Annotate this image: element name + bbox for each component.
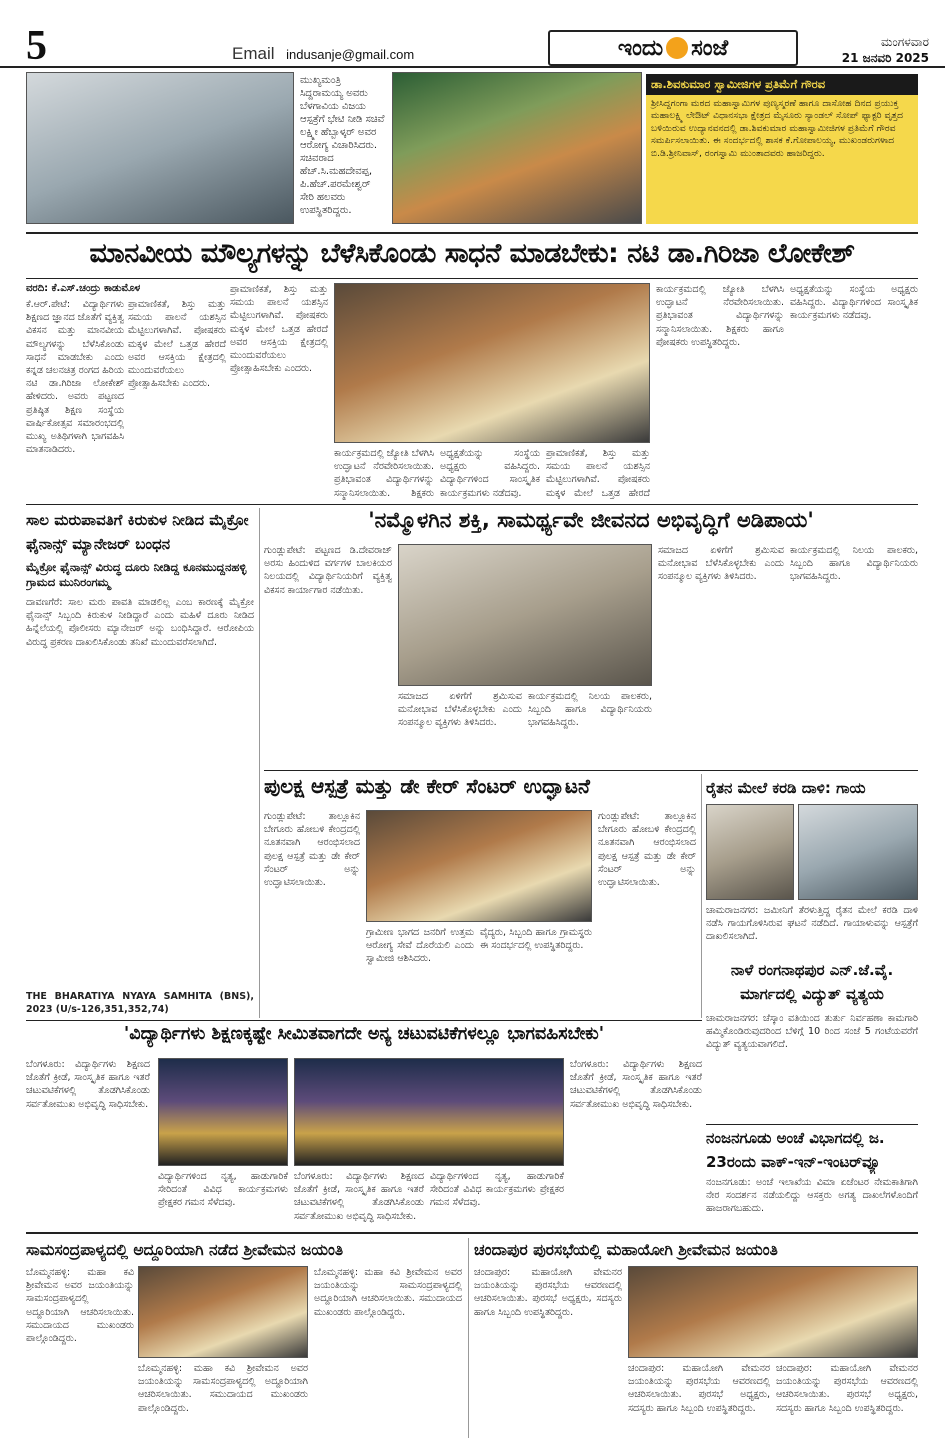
vemana-samasandra-body-3: ಬೊಮ್ಮನಹಳ್ಳಿ: ಮಹಾ ಕವಿ ಶ್ರೀವೇಮನ ಅವರ ಜಯಂತಿಯನ್ನು ಸಾಮಸಂದ್ರಪಾಳ್ಯದಲ್ಲಿ ಅದ್ದೂರಿಯಾಗಿ ಆಚರಿಸಲಾಯಿತು. ಸಮುದಾಯದ ಮುಖಂಡರು ಪಾಲ್ಗೊಂಡಿದ್ದರು.	[314, 1267, 462, 1318]
email-address[interactable]: indusanje@gmail.com	[286, 47, 415, 62]
strength-col-2: ಸಮಾಜದ ಏಳಿಗೆಗೆ ಶ್ರಮಿಸುವ ಮನೋಭಾವ ಬೆಳೆಸಿಕೊಳ್ಳಬೇಕು ಎಂದು ಸಂಪನ್ಮೂಲ ವ್ಯಕ್ತಿಗಳು ತಿಳಿಸಿದರು.	[398, 691, 522, 729]
logo-sun-icon	[666, 37, 688, 59]
strength-col-1: ಗುಂಡ್ಲುಪೇಟೆ: ಪಟ್ಟಣದ ಡಿ.ದೇವರಾಜ್ ಅರಸು ಹಿಂದುಳಿದ ವರ್ಗಗಳ ಬಾಲಕಿಯರ ನಿಲಯದಲ್ಲಿ ವಿದ್ಯಾರ್ಥಿನಿಯರಿಗೆ ವ್ಯಕ್ತಿತ್ವ ವಿಕಸನ ಕಾರ್ಯಾಗಾರ ನಡೆಯಿತು.	[264, 545, 392, 596]
vemana-chandapura-headline: ಚಂದಾಪುರ ಪುರಸಭೆಯಲ್ಲಿ ಮಹಾಯೋಗಿ ಶ್ರೀವೇಮನ ಜಯಂತಿ	[474, 1241, 778, 1259]
students-headline: 'ವಿದ್ಯಾರ್ಥಿಗಳು ಶಿಕ್ಷಣಕ್ಕಷ್ಟೇ ಸೀಮಿತವಾಗದೇ ಅನ್ಯ ಚಟುವಟಿಕೆಗಳಲ್ಲೂ ಭಾಗವಹಿಸಬೇಕು'	[123, 1024, 605, 1044]
microfinance-law: THE BHARATIYA NYAYA SAMHITA (BNS), 2023 (U/s-126,351,352,74)	[26, 991, 254, 1014]
main-col-1b: ಪ್ರಾಮಾಣಿಕತೆ, ಶಿಸ್ತು ಮತ್ತು ಸಮಯ ಪಾಲನೆ ಯಶಸ್ಸಿನ ಮೆಟ್ಟಿಲುಗಳಾಗಿವೆ. ಪೋಷಕರು ಮಕ್ಕಳ ಮೇಲೆ ಒತ್ತಡ ಹೇರದೆ ಅವರ ಆಸಕ್ತಿಯ ಕ್ಷೇತ್ರದಲ್ಲಿ ಮುಂದುವರೆಯಲು ಪ್ರೋತ್ಸಾಹಿಸಬೇಕು ಎಂದರು.	[128, 299, 226, 390]
statue-tribute-box	[646, 74, 918, 224]
main-col-5: ಅಧ್ಯಕ್ಷತೆಯನ್ನು ಸಂಸ್ಥೆಯ ಅಧ್ಯಕ್ಷರು ವಹಿಸಿದ್ದರು. ವಿದ್ಯಾರ್ಥಿಗಳಿಂದ ಸಾಂಸ್ಕೃತಿಕ ಕಾರ್ಯಕ್ರಮಗಳು ನಡೆದವು.	[790, 284, 918, 322]
vemana-chandapura-body: ಚಂದಾಪುರ: ಮಹಾಯೋಗಿ ವೇಮನರ ಜಯಂತಿಯನ್ನು ಪುರಸಭೆಯ ಆವರಣದಲ್ಲಿ ಆಚರಿಸಲಾಯಿತು. ಪುರಸಭೆ ಅಧ್ಯಕ್ಷರು, ಸದಸ್ಯರು ಹಾಗೂ ಸಿಬ್ಬಂದಿ ಉಪಸ್ಥಿತರಿದ್ದರು.	[474, 1267, 622, 1318]
strength-headline: 'ನಮ್ಮೊಳಗಿನ ಶಕ್ತಿ, ಸಾಮರ್ಥ್ಯವೇ ಜೀವನದ ಅಭಿವೃದ್ಧಿಗೆ ಅಡಿಪಾಯ'	[368, 508, 814, 532]
main-col-3b: ಅಧ್ಯಕ್ಷತೆಯನ್ನು ಸಂಸ್ಥೆಯ ಅಧ್ಯಕ್ಷರು ವಹಿಸಿದ್ದರು. ವಿದ್ಯಾರ್ಥಿಗಳಿಂದ ಸಾಂಸ್ಕೃತಿಕ ಕಾರ್ಯಕ್ರಮಗಳು ನಡೆದವು.	[440, 448, 540, 499]
vemana-samasandra-headline: ಸಾಮಸಂದ್ರಪಾಳ್ಯದಲ್ಲಿ ಅದ್ದೂರಿಯಾಗಿ ನಡೆದ ಶ್ರೀವೇಮನ ಜಯಂತಿ	[26, 1241, 344, 1259]
hospital-inauguration-photo	[366, 810, 592, 922]
strength-col-4: ಸಮಾಜದ ಏಳಿಗೆಗೆ ಶ್ರಮಿಸುವ ಮನೋಭಾವ ಬೆಳೆಸಿಕೊಳ್ಳಬೇಕು ಎಂದು ಸಂಪನ್ಮೂಲ ವ್ಯಕ್ತಿಗಳು ತಿಳಿಸಿದರು.	[658, 545, 784, 583]
bear-attack-headline: ರೈತನ ಮೇಲೆ ಕರಡಿ ದಾಳಿ: ಗಾಯ	[706, 779, 866, 797]
column-divider	[468, 1238, 469, 1438]
statue-tribute-caption: ಶ್ರೀಸಿದ್ದಗಂಗಾ ಮಠದ ಮಹಾಸ್ವಾಮಿಗಳ ಪುಣ್ಯಸ್ಮರಣೆ ಹಾಗೂ ದಾಸೋಹ ದಿನದ ಪ್ರಯುಕ್ತ ಮಹಾಲಕ್ಷ್ಮಿ ಲೇಔಟ್ ವಿಧಾನಸಭಾ ಕ್ಷೇತ್ರದ ಮೈಸೂರು ಸ್ಯಾಂಡಲ್ ಸೋಪ್ ಫ್ಯಾಕ್ಟರಿ ವೃತ್ತದ ಬಳಿಯಿರುವ ಉದ್ಯಾನವನದಲ್ಲಿ ಡಾ.ಶಿವಕುಮಾರ ಮಹಾಸ್ವಾಮೀಜಿಗಳ ಪ್ರತಿಮೆಗೆ ಗೌರವ ಸಮರ್ಪಿಸಲಾಯಿತು. ಈ ಸಂದರ್ಭದಲ್ಲಿ ಶಾಸಕ ಕೆ.ಗೋಪಾಲಯ್ಯ, ಮುಖಂಡರುಗಳಾದ ಬಿ.ಡಿ.ಶ್ರೀನಿವಾಸ್, ರಂಗಸ್ವಾಮಿ ಮುಂತಾದವರು ಹಾಜರಿದ್ದರು.	[651, 98, 904, 159]
statue-tribute-title: ಡಾ.ಶಿವಕುಮಾರ ಸ್ವಾಮೀಜಿಗಳ ಪ್ರತಿಮೆಗೆ ಗೌರವ	[646, 74, 918, 95]
masthead	[0, 0, 945, 68]
cm-hospital-photo	[26, 72, 294, 224]
power-cut-body: ಚಾಮರಾಜನಗರ: ಚೆಸ್ಕಾಂ ವತಿಯಿಂದ ತುರ್ತು ನಿರ್ವಹಣಾ ಕಾಮಗಾರಿ ಹಮ್ಮಿಕೊಂಡಿರುವುದರಿಂದ ಬೆಳಿಗ್ಗೆ 10 ರಿಂದ ಸಂಜೆ 5 ಗಂಟೆಯವರೆಗೆ ವಿದ್ಯುತ್ ವ್ಯತ್ಯಯವಾಗಲಿದೆ.	[706, 1013, 918, 1051]
date: 21 ಜನವರಿ 2025	[841, 51, 929, 65]
bear-attack-photo-2	[798, 804, 918, 900]
cm-visit-caption: ಮುಖ್ಯಮಂತ್ರಿ ಸಿದ್ದರಾಮಯ್ಯ ಅವರು ಬೆಳಗಾವಿಯ ವಿಜಯ ಆಸ್ಪತ್ರೆಗೆ ಭೇಟಿ ನೀಡಿ ಸಚಿವೆ ಲಕ್ಷ್ಮೀ ಹೆಬ್ಬಾಳ್ಕರ್ ಅವರ ಆರೋಗ್ಯ ವಿಚಾರಿಸಿದರು. ಸಚಿವರಾದ ಹೆಚ್.ಸಿ.ಮಹದೇವಪ್ಪ, ಪಿ.ಹೆಚ್.ಪರಮೇಶ್ವರ್ ಸೇರಿ ಹಲವರು ಉಪಸ್ಥಿತರಿದ್ದರು.	[300, 75, 385, 216]
column-divider	[701, 774, 702, 1018]
walk-in-headline: ನಂಜನಗೂಡು ಅಂಚೆ ವಿಭಾಗದಲ್ಲಿ ಜ. 23ರಂದು ವಾಕ್-ಇನ್-ಇಂಟರ್‌ವ್ಯೂ	[706, 1129, 885, 1171]
weekday: ಮಂಗಳವಾರ	[880, 35, 929, 49]
microfinance-body: ದಾವಣಗೆರೆ: ಸಾಲ ಮರು ಪಾವತಿ ಮಾಡಲಿಲ್ಲ ಎಂಬ ಕಾರಣಕ್ಕೆ ಮೈಕ್ರೋ ಫೈನಾನ್ಸ್ ಸಿಬ್ಬಂದಿ ಕಿರುಕುಳ ನೀಡಿದ್ದಾರೆ ಎಂದು ಮಹಿಳೆ ದೂರು ನೀಡಿದ ಹಿನ್ನೆಲೆಯಲ್ಲಿ ಪೊಲೀಸರು ಮ್ಯಾನೇಜರ್ ಅನ್ನು ಬಂಧಿಸಿದ್ದಾರೆ. ಆರೋಪಿಯ ವಿರುದ್ಧ ಪ್ರಕರಣ ದಾಖಲಿಸಿಕೊಂಡು ತನಿಖೆ ಮುಂದುವರೆಸಲಾಗಿದೆ.	[26, 597, 254, 648]
hospital-col-1: ಗುಂಡ್ಲುಪೇಟೆ: ತಾಲ್ಲೂಕಿನ ಬೇಗೂರು ಹೋಬಳಿ ಕೇಂದ್ರದಲ್ಲಿ ನೂತನವಾಗಿ ಆರಂಭಿಸಲಾದ ಪುಲಕ್ಷ ಆಸ್ಪತ್ರೆ ಮತ್ತು ಡೇ ಕೇರ್ ಸೆಂಟರ್ ಅನ್ನು ಉದ್ಘಾಟಿಸಲಾಯಿತು.	[264, 811, 360, 889]
strength-col-3: ಕಾರ್ಯಕ್ರಮದಲ್ಲಿ ನಿಲಯ ಪಾಲಕರು, ಸಿಬ್ಬಂದಿ ಹಾಗೂ ವಿದ್ಯಾರ್ಥಿನಿಯರು ಭಾಗವಹಿಸಿದ್ದರು.	[528, 691, 652, 729]
dateline	[814, 34, 929, 66]
power-cut-headline: ನಾಳೆ ರಂಗನಾಥಪುರ ಎನ್.ಜೆ.ವೈ. ಮಾರ್ಗದಲ್ಲಿ ವಿದ್ಯುತ್ ವ್ಯತ್ಯಯ	[730, 961, 894, 1003]
email-line	[232, 44, 414, 64]
hospital-col-3: ವೈದ್ಯರು, ಸಿಬ್ಬಂದಿ ಹಾಗೂ ಗ್ರಾಮಸ್ಥರು ಈ ಸಂದರ್ಭದಲ್ಲಿ ಉಪಸ್ಥಿತರಿದ್ದರು.	[480, 927, 592, 952]
divider	[26, 1020, 702, 1021]
main-col-3c: ಪ್ರಾಮಾಣಿಕತೆ, ಶಿಸ್ತು ಮತ್ತು ಸಮಯ ಪಾಲನೆ ಯಶಸ್ಸಿನ ಮೆಟ್ಟಿಲುಗಳಾಗಿವೆ. ಪೋಷಕರು ಮಕ್ಕಳ ಮೇಲೆ ಒತ್ತಡ ಹೇರದೆ	[546, 448, 650, 499]
divider	[264, 770, 918, 771]
students-col-2: ವಿದ್ಯಾರ್ಥಿಗಳಿಂದ ನೃತ್ಯ, ಹಾಡುಗಾರಿಕೆ ಸೇರಿದಂತೆ ವಿವಿಧ ಕಾರ್ಯಕ್ರಮಗಳು ಪ್ರೇಕ್ಷಕರ ಗಮನ ಸೆಳೆದವು.	[158, 1171, 288, 1209]
students-col-3: ಬೆಂಗಳೂರು: ವಿದ್ಯಾರ್ಥಿಗಳು ಶಿಕ್ಷಣದ ಜೊತೆಗೆ ಕ್ರೀಡೆ, ಸಾಂಸ್ಕೃತಿಕ ಹಾಗೂ ಇತರೆ ಚಟುವಟಿಕೆಗಳಲ್ಲಿ ತೊಡಗಿಸಿಕೊಂಡು ಸರ್ವತೋಮುಖ ಅಭಿವೃದ್ಧಿ ಸಾಧಿಸಬೇಕು.	[294, 1171, 424, 1222]
divider	[26, 278, 918, 279]
students-col-5: ಬೆಂಗಳೂರು: ವಿದ್ಯಾರ್ಥಿಗಳು ಶಿಕ್ಷಣದ ಜೊತೆಗೆ ಕ್ರೀಡೆ, ಸಾಂಸ್ಕೃತಿಕ ಹಾಗೂ ಇತರೆ ಚಟುವಟಿಕೆಗಳಲ್ಲಿ ತೊಡಗಿಸಿಕೊಂಡು ಸರ್ವತೋಮುಖ ಅಭಿವೃದ್ಧಿ ಸಾಧಿಸಬೇಕು.	[570, 1059, 702, 1110]
hospital-col-2: ಗ್ರಾಮೀಣ ಭಾಗದ ಜನರಿಗೆ ಉತ್ತಮ ಆರೋಗ್ಯ ಸೇವೆ ದೊರೆಯಲಿ ಎಂದು ಸ್ವಾಮೀಜಿ ಆಶಿಸಿದರು.	[366, 927, 474, 965]
hospital-col-4: ಗುಂಡ್ಲುಪೇಟೆ: ತಾಲ್ಲೂಕಿನ ಬೇಗೂರು ಹೋಬಳಿ ಕೇಂದ್ರದಲ್ಲಿ ನೂತನವಾಗಿ ಆರಂಭಿಸಲಾದ ಪುಲಕ್ಷ ಆಸ್ಪತ್ರೆ ಮತ್ತು ಡೇ ಕೇರ್ ಸೆಂಟರ್ ಅನ್ನು ಉದ್ಘಾಟಿಸಲಾಯಿತು.	[598, 811, 696, 889]
students-col-1: ಬೆಂಗಳೂರು: ವಿದ್ಯಾರ್ಥಿಗಳು ಶಿಕ್ಷಣದ ಜೊತೆಗೆ ಕ್ರೀಡೆ, ಸಾಂಸ್ಕೃತಿಕ ಹಾಗೂ ಇತರೆ ಚಟುವಟಿಕೆಗಳಲ್ಲಿ ತೊಡಗಿಸಿಕೊಂಡು ಸರ್ವತೋಮುಖ ಅಭಿವೃದ್ಧಿ ಸಾಧಿಸಬೇಕು.	[26, 1059, 150, 1110]
vemana-samasandra-photo	[138, 1266, 308, 1358]
vemana-samasandra-body: ಬೊಮ್ಮನಹಳ್ಳಿ: ಮಹಾ ಕವಿ ಶ್ರೀವೇಮನ ಅವರ ಜಯಂತಿಯನ್ನು ಸಾಮಸಂದ್ರಪಾಳ್ಯದಲ್ಲಿ ಅದ್ದೂರಿಯಾಗಿ ಆಚರಿಸಲಾಯಿತು. ಸಮುದಾಯದ ಮುಖಂಡರು ಪಾಲ್ಗೊಂಡಿದ್ದರು.	[26, 1267, 134, 1345]
divider	[26, 232, 918, 234]
page-number: 5	[26, 23, 47, 69]
bear-attack-body: ಚಾಮರಾಜನಗರ: ಜಮೀನಿಗೆ ತೆರಳುತ್ತಿದ್ದ ರೈತನ ಮೇಲೆ ಕರಡಿ ದಾಳಿ ನಡೆಸಿ ಗಾಯಗೊಳಿಸಿರುವ ಘಟನೆ ನಡೆದಿದೆ. ಗಾಯಾಳುವನ್ನು ಆಸ್ಪತ್ರೆಗೆ ದಾಖಲಿಸಲಾಗಿದೆ.	[706, 905, 918, 943]
vemana-chandapura-body-3: ಚಂದಾಪುರ: ಮಹಾಯೋಗಿ ವೇಮನರ ಜಯಂತಿಯನ್ನು ಪುರಸಭೆಯ ಆವರಣದಲ್ಲಿ ಆಚರಿಸಲಾಯಿತು. ಪುರಸಭೆ ಅಧ್ಯಕ್ಷರು, ಸದಸ್ಯರು ಹಾಗೂ ಸಿಬ್ಬಂದಿ ಉಪಸ್ಥಿತರಿದ್ದರು.	[776, 1363, 918, 1414]
microfinance-headline: ಸಾಲ ಮರುಪಾವತಿಗೆ ಕಿರುಕುಳ ನೀಡಿದ ಮೈಕ್ರೋ ಫೈನಾನ್ಸ್ ಮ್ಯಾನೇಜರ್ ಬಂಧನ	[26, 511, 249, 553]
divider	[26, 504, 918, 505]
vemana-chandapura-photo	[628, 1266, 918, 1358]
logo-left-text: ಇಂದು	[617, 35, 664, 61]
main-col-2: ಪ್ರಾಮಾಣಿಕತೆ, ಶಿಸ್ತು ಮತ್ತು ಸಮಯ ಪಾಲನೆ ಯಶಸ್ಸಿನ ಮೆಟ್ಟಿಲುಗಳಾಗಿವೆ. ಪೋಷಕರು ಮಕ್ಕಳ ಮೇಲೆ ಒತ್ತಡ ಹೇರದೆ ಅವರ ಆಸಕ್ತಿಯ ಕ್ಷೇತ್ರದಲ್ಲಿ ಮುಂದುವರೆಯಲು ಪ್ರೋತ್ಸಾಹಿಸಬೇಕು ಎಂದರು.	[230, 284, 328, 375]
vemana-samasandra-body-2: ಬೊಮ್ಮನಹಳ್ಳಿ: ಮಹಾ ಕವಿ ಶ್ರೀವೇಮನ ಅವರ ಜಯಂತಿಯನ್ನು ಸಾಮಸಂದ್ರಪಾಳ್ಯದಲ್ಲಿ ಅದ್ದೂರಿಯಾಗಿ ಆಚರಿಸಲಾಯಿತು. ಸಮುದಾಯದ ಮುಖಂಡರು ಪಾಲ್ಗೊಂಡಿದ್ದರು.	[138, 1363, 308, 1414]
column-divider	[259, 508, 260, 1018]
vemana-chandapura-body-2: ಚಂದಾಪುರ: ಮಹಾಯೋಗಿ ವೇಮನರ ಜಯಂತಿಯನ್ನು ಪುರಸಭೆಯ ಆವರಣದಲ್ಲಿ ಆಚರಿಸಲಾಯಿತು. ಪುರಸಭೆ ಅಧ್ಯಕ್ಷರು, ಸದಸ್ಯರು ಹಾಗೂ ಸಿಬ್ಬಂದಿ ಉಪಸ್ಥಿತರಿದ್ದರು.	[628, 1363, 770, 1414]
divider	[706, 1124, 918, 1125]
students-col-4: ವಿದ್ಯಾರ್ಥಿಗಳಿಂದ ನೃತ್ಯ, ಹಾಡುಗಾರಿಕೆ ಸೇರಿದಂತೆ ವಿವಿಧ ಕಾರ್ಯಕ್ರಮಗಳು ಪ್ರೇಕ್ಷಕರ ಗಮನ ಸೆಳೆದವು.	[430, 1171, 564, 1209]
main-col-4: ಕಾರ್ಯಕ್ರಮದಲ್ಲಿ ಜ್ಯೋತಿ ಬೆಳಗಿಸಿ ಉದ್ಘಾಟನೆ ನೆರವೇರಿಸಲಾಯಿತು. ಪ್ರತಿಭಾವಂತ ವಿದ್ಯಾರ್ಥಿಗಳನ್ನು ಸನ್ಮಾನಿಸಲಾಯಿತು. ಶಿಕ್ಷಕರು ಹಾಗೂ ಪೋಷಕರು ಉಪಸ್ಥಿತರಿದ್ದರು.	[656, 284, 784, 348]
students-stage-photo	[294, 1058, 564, 1166]
main-byline: ವರದಿ: ಕೆ.ಎಸ್.ಚಂದ್ರು ಕಾಡುಮೊಳ	[26, 283, 141, 294]
book-release-photo	[334, 283, 650, 443]
email-label: Email	[232, 44, 275, 63]
bear-attack-photo-1	[706, 804, 794, 900]
main-headline: ಮಾನವೀಯ ಮೌಲ್ಯಗಳನ್ನು ಬೆಳೆಸಿಕೊಂಡು ಸಾಧನೆ ಮಾಡಬೇಕು: ನಟಿ ಡಾ.ಗಿರಿಜಾ ಲೋಕೇಶ್	[89, 238, 855, 269]
logo-right-text: ಸಂಜೆ	[691, 35, 729, 61]
divider	[26, 1232, 918, 1234]
strength-col-5: ಕಾರ್ಯಕ್ರಮದಲ್ಲಿ ನಿಲಯ ಪಾಲಕರು, ಸಿಬ್ಬಂದಿ ಹಾಗೂ ವಿದ್ಯಾರ್ಥಿನಿಯರು ಭಾಗವಹಿಸಿದ್ದರು.	[790, 545, 918, 583]
main-col-1: ಕೆ.ಆರ್.ಪೇಟೆ: ವಿದ್ಯಾರ್ಥಿಗಳು ಶಿಕ್ಷಣದ ಜ್ಞಾನದ ಜೊತೆಗೆ ವ್ಯಕ್ತಿತ್ವ ವಿಕಸನ ಮತ್ತು ಮಾನವೀಯ ಮೌಲ್ಯಗಳನ್ನು ಬೆಳೆಸಿಕೊಂಡು ಸಾಧನೆ ಮಾಡಬೇಕು ಎಂದು ಕನ್ನಡ ಚಲನಚಿತ್ರ ರಂಗದ ಹಿರಿಯ ನಟಿ ಡಾ.ಗಿರಿಜಾ ಲೋಕೇಶ್ ಹೇಳಿದರು. ಅವರು ಪಟ್ಟಣದ ಪ್ರತಿಷ್ಠಿತ ಶಿಕ್ಷಣ ಸಂಸ್ಥೆಯ ವಾರ್ಷಿಕೋತ್ಸವ ಸಮಾರಂಭದಲ್ಲಿ ಮುಖ್ಯ ಅತಿಥಿಗಳಾಗಿ ಭಾಗವಹಿಸಿ ಮಾತನಾಡಿದರು.	[26, 299, 124, 456]
microfinance-subhead: ಮೈಕ್ರೋ ಫೈನಾನ್ಸ್ ವಿರುದ್ಧ ದೂರು ನೀಡಿದ್ದ ಕೂನಮುದ್ದನಹಳ್ಳಿ ಗ್ರಾಮದ ಮುನಿರಂಗಮ್ಮ	[26, 560, 247, 589]
newspaper-logo	[548, 30, 798, 66]
main-col-3a: ಕಾರ್ಯಕ್ರಮದಲ್ಲಿ ಜ್ಯೋತಿ ಬೆಳಗಿಸಿ ಉದ್ಘಾಟನೆ ನೆರವೇರಿಸಲಾಯಿತು. ಪ್ರತಿಭಾವಂತ ವಿದ್ಯಾರ್ಥಿಗಳನ್ನು ಸನ್ಮಾನಿಸಲಾಯಿತು. ಶಿಕ್ಷಕರು	[334, 448, 434, 499]
statue-tribute-photo	[392, 72, 642, 224]
walk-in-body: ನಂಜನಗೂಡು: ಅಂಚೆ ಇಲಾಖೆಯ ವಿಮಾ ಏಜೆಂಟರ ನೇಮಕಾತಿಗಾಗಿ ನೇರ ಸಂದರ್ಶನ ನಡೆಯಲಿದ್ದು ಆಸಕ್ತರು ಅಗತ್ಯ ದಾಖಲೆಗಳೊಂದಿಗೆ ಹಾಜರಾಗಬಹುದು.	[706, 1177, 918, 1215]
students-award-photo	[158, 1058, 288, 1166]
workshop-photo	[398, 544, 652, 686]
hospital-headline: ಪುಲಕ್ಷ ಆಸ್ಪತ್ರೆ ಮತ್ತು ಡೇ ಕೇರ್ ಸೆಂಟರ್ ಉದ್ಘಾಟನೆ	[264, 774, 590, 798]
